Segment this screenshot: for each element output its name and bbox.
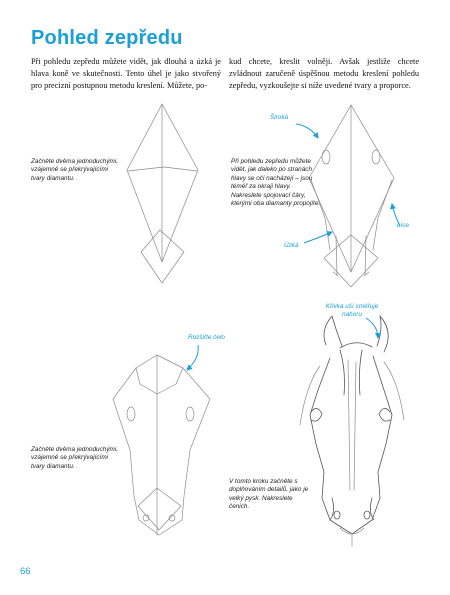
- right-eye-icon: [372, 150, 380, 164]
- step2-head-construction: [309, 105, 394, 287]
- step1-caption: Začněte dvěma jednoduchými, vzájemně se překrývajícími tvary diamantu.: [31, 158, 119, 182]
- step4-horse-head: [300, 316, 404, 546]
- step3-head-outline: [113, 355, 210, 535]
- step2-caption: Při pohledu zepředu můžete vidět, jak daleko po stranách hlavy se oči nacházejí – jsou téměř za okraji hlavy. Nakreslete spojovací čáry, kterými oba diamanty propojíte.: [231, 158, 321, 208]
- step1-diamond-sketch: [127, 104, 198, 283]
- label-eye: Líce: [397, 222, 410, 229]
- right-nostril-icon: [364, 511, 370, 519]
- arrow-forehead: [187, 345, 198, 370]
- page-title: Pohled zepředu: [31, 27, 183, 49]
- intro-left-column: Při pohledu zepředu můžete vidět, jak dlouhá a úzká je hlava koně ve skutečnosti. Tento úhel je jako stvořený pro precizní postupnou metodu kreslení. Můžete, po-: [31, 57, 221, 91]
- label-ears: Křivka uší směřuje nahoru: [325, 303, 379, 319]
- intro-right-column: kud chcete, kreslit volněji. Avšak jestliže chcete zvládnout zaručeně úspěšnou metodu kreslení pohledu zepředu, vyzkoušejte si níže uvedené tvary a proporce.: [229, 57, 419, 91]
- label-narrow: Úzká: [284, 242, 299, 249]
- arrow-wide: [296, 124, 318, 138]
- step3-caption: Začněte dvěma jednoduchými, vzájemně se překrývajícími tvary diamantu.: [31, 446, 119, 470]
- left-nostril-icon: [334, 511, 340, 519]
- label-wide: Široká: [270, 114, 289, 121]
- step4-caption: V tomto kroku začněte s doplňováním detailů, jako je velký pysk. Nakreslete čenich.: [229, 478, 309, 511]
- right-eye-icon: [186, 407, 194, 421]
- label-forehead: Rozšiřte čelo: [188, 334, 225, 341]
- left-eye-icon: [322, 150, 330, 164]
- arrow-ears: [366, 318, 378, 338]
- page-number: 66: [20, 566, 31, 577]
- left-eye-icon: [127, 407, 135, 421]
